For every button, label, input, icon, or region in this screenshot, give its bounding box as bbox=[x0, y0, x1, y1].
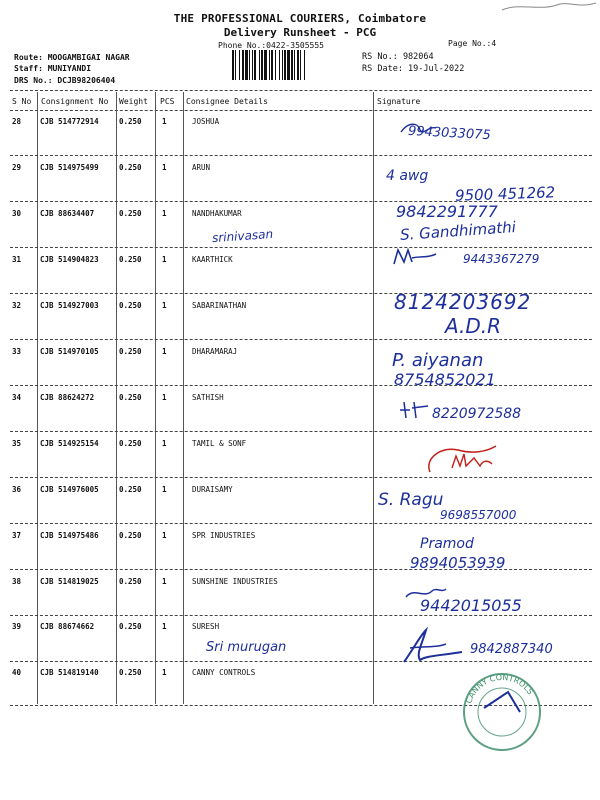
scribble-28 bbox=[398, 120, 438, 140]
row-sno: 37 bbox=[12, 531, 22, 540]
company-title: THE PROFESSIONAL COURIERS, Coimbatore bbox=[173, 12, 427, 25]
signature-37b: 9894053939 bbox=[410, 554, 506, 572]
row-consignment: CJB 88634407 bbox=[40, 209, 95, 218]
col-divider bbox=[116, 92, 117, 704]
signature-30a: 9842291777 bbox=[396, 202, 498, 221]
corner-marks bbox=[500, 0, 600, 16]
row-consignment: CJB 88674662 bbox=[40, 622, 95, 631]
company-seal bbox=[450, 668, 560, 758]
row-sno: 34 bbox=[12, 393, 22, 402]
red-signature-35 bbox=[422, 440, 502, 480]
drs-number: DRS No.: DCJB98206404 bbox=[14, 76, 116, 85]
signature-33b: 8754852021 bbox=[394, 370, 496, 389]
row-pcs: 1 bbox=[162, 163, 167, 172]
row-sno: 29 bbox=[12, 163, 22, 172]
col-sno: S No bbox=[12, 97, 32, 106]
row-consignment: CJB 514904823 bbox=[40, 255, 99, 264]
row-weight: 0.250 bbox=[119, 439, 142, 448]
row-pcs: 1 bbox=[162, 531, 167, 540]
row-weight: 0.250 bbox=[119, 163, 142, 172]
row-pcs: 1 bbox=[162, 668, 167, 677]
row-consignee: SATHISH bbox=[192, 393, 224, 402]
signature-28: 9943033075 bbox=[407, 123, 492, 144]
row-consignee: KAARTHICK bbox=[192, 255, 233, 264]
row-sno: 40 bbox=[12, 668, 22, 677]
row-consignee: SURESH bbox=[192, 622, 220, 631]
col-signature: Signature bbox=[377, 97, 421, 106]
row-consignee: CANNY CONTROLS bbox=[192, 668, 256, 677]
signature-32a: 8124203692 bbox=[394, 290, 532, 314]
row-consignee: SABARINATHAN bbox=[192, 301, 247, 310]
signature-31: 9443367279 bbox=[463, 252, 540, 266]
signature-37a: Pramod bbox=[420, 536, 474, 552]
row-weight: 0.250 bbox=[119, 485, 142, 494]
col-divider bbox=[155, 92, 156, 704]
staff-label: Staff: MUNIYANDI bbox=[14, 64, 92, 73]
scribble-34 bbox=[398, 398, 432, 422]
signature-29a: 4 awg bbox=[386, 168, 429, 184]
rs-date: RS Date: 19-Jul-2022 bbox=[362, 64, 465, 74]
row-weight: 0.250 bbox=[119, 209, 142, 218]
row-pcs: 1 bbox=[162, 347, 167, 356]
row-consignee: JOSHUA bbox=[192, 117, 220, 126]
row-consignment: CJB 514925154 bbox=[40, 439, 99, 448]
row-consignee: ARUN bbox=[192, 163, 211, 172]
page-number: Page No.:4 bbox=[448, 39, 497, 48]
row-sno: 38 bbox=[12, 577, 22, 586]
row-consignment: CJB 514819140 bbox=[40, 668, 99, 677]
row-consignment: CJB 514927003 bbox=[40, 301, 99, 310]
signature-33a: P. aiyanan bbox=[392, 350, 484, 371]
signature-30b: S. Gandhimathi bbox=[399, 217, 517, 245]
row-pcs: 1 bbox=[162, 439, 167, 448]
row-weight: 0.250 bbox=[119, 577, 142, 586]
row-weight: 0.250 bbox=[119, 255, 142, 264]
row-consignee: DHARAMARAJ bbox=[192, 347, 238, 356]
row-weight: 0.250 bbox=[119, 531, 142, 540]
row-pcs: 1 bbox=[162, 622, 167, 631]
header-bottom-rule bbox=[10, 110, 592, 111]
row-sno: 39 bbox=[12, 622, 22, 631]
row-consignment: CJB 514772914 bbox=[40, 117, 99, 126]
row-sno: 32 bbox=[12, 301, 22, 310]
col-divider bbox=[183, 92, 184, 704]
row-consignee: NANDHAKUMAR bbox=[192, 209, 242, 218]
row-consignee: SUNSHINE INDUSTRIES bbox=[192, 577, 278, 586]
row-pcs: 1 bbox=[162, 117, 167, 126]
row-consignment: CJB 88624272 bbox=[40, 393, 95, 402]
col-weight: Weight bbox=[119, 97, 148, 106]
row-sno: 35 bbox=[12, 439, 22, 448]
col-divider bbox=[373, 92, 374, 704]
row-weight: 0.250 bbox=[119, 668, 142, 677]
row-pcs: 1 bbox=[162, 209, 167, 218]
row-weight: 0.250 bbox=[119, 301, 142, 310]
row-consignee: TAMIL & SONF bbox=[192, 439, 247, 448]
col-pcs: PCS bbox=[160, 97, 175, 106]
row-pcs: 1 bbox=[162, 577, 167, 586]
row-sno: 31 bbox=[12, 255, 22, 264]
scribble-39 bbox=[396, 626, 466, 666]
header-top-rule bbox=[10, 90, 592, 91]
row-pcs: 1 bbox=[162, 255, 167, 264]
col-consignee: Consignee Details bbox=[186, 97, 268, 106]
row-pcs: 1 bbox=[162, 393, 167, 402]
row-consignment: CJB 514970105 bbox=[40, 347, 99, 356]
scribble-31 bbox=[390, 246, 440, 268]
signature-39: 9842887340 bbox=[470, 642, 553, 657]
barcode bbox=[230, 50, 350, 80]
signature-36b: 9698557000 bbox=[440, 508, 517, 522]
signature-29b: 9500 451262 bbox=[454, 183, 556, 205]
row-weight: 0.250 bbox=[119, 117, 142, 126]
route-label: Route: MOOGAMBIGAI NAGAR bbox=[14, 53, 130, 62]
row-consignment: CJB 514975486 bbox=[40, 531, 99, 540]
row-consignment: CJB 514819025 bbox=[40, 577, 99, 586]
row-sno: 30 bbox=[12, 209, 22, 218]
row-consignee: DURAISAMY bbox=[192, 485, 233, 494]
row-sno: 33 bbox=[12, 347, 22, 356]
col-consignment: Consignment No bbox=[41, 97, 109, 106]
row-weight: 0.250 bbox=[119, 622, 142, 631]
signature-38: 9442015055 bbox=[420, 596, 522, 615]
row-consignment: CJB 514976005 bbox=[40, 485, 99, 494]
row-pcs: 1 bbox=[162, 485, 167, 494]
runsheet-subtitle: Delivery Runsheet - PCG bbox=[223, 26, 377, 39]
row-consignment: CJB 514975499 bbox=[40, 163, 99, 172]
phone-number: Phone No.:0422-3505555 bbox=[218, 41, 324, 50]
row-pcs: 1 bbox=[162, 301, 167, 310]
signature-32b: A.D.R bbox=[445, 314, 502, 338]
svg-text:CANNY CONTROLS: CANNY CONTROLS bbox=[464, 672, 535, 705]
signature-30-note: srinivasan bbox=[211, 226, 274, 246]
signature-39-note: Sri murugan bbox=[206, 640, 287, 655]
row-weight: 0.250 bbox=[119, 347, 142, 356]
signature-34: 8220972588 bbox=[432, 406, 522, 422]
signature-36a: S. Ragu bbox=[378, 490, 444, 510]
row-consignee: SPR INDUSTRIES bbox=[192, 531, 256, 540]
row-weight: 0.250 bbox=[119, 393, 142, 402]
row-sno: 28 bbox=[12, 117, 22, 126]
rs-number: RS No.: 982064 bbox=[362, 52, 434, 62]
col-divider bbox=[37, 92, 38, 704]
row-sno: 36 bbox=[12, 485, 22, 494]
